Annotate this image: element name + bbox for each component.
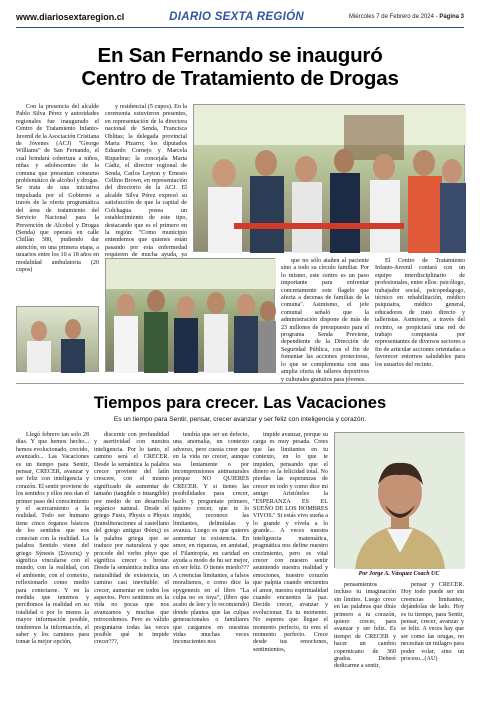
group-photo-illustration xyxy=(106,259,276,373)
article2-column-2 xyxy=(94,432,169,708)
group-photo xyxy=(105,258,275,372)
article2-col3-text: tendría que ser un defecto, una anomalía, un contexto adverso, pero cuesta creer que en la vida no crecer, aunque sea lentamente o por incomprensiones antinaturales porque NO QUIERES CRECER. Y si tienes las posibilidades para crecer, hazlo y preguntate primero, quieres crecer, que te lo impide, reconoce las limitantes, delimítalas y avanza. Luego es que quieres aumentar tu existencia. En amor, en riquezas, en amistad, el Filantropía, en caridad en ayuda a modo de hu ser mejor, en ser feliz. O tienes miedo??? A creencias limitantes, a falsos moralismos, o como dice la epygenesis en el libro "La culpa no es tuya", (libro que acabo de leer y lo recomiendo) donde plantea que las culpas generacionales o familiares que cargamos en nuestras vidas muchas veces inconscientes nos xyxy=(173,432,249,646)
article1-col1-text: Con la presencia del alcalde Pablo Silva Pérez y autoridades regionales fue inaugurado el Centro de Tratamiento Infanto-Juvenil de la Asociación Cristiana de Jóvenes (ACJ) "George Williams" de San Fernando, el cual brindará cobertura a niños, niñas y adolescentes de la comuna que presentan consumo problemático de alcohol y drogas. Se trata de una iniciativa impulsada por el Gobierno a través de la oferta programática del área de tratamiento del Servicio Nacional para la Prevención de Alcohol y Drogas (Senda) que operará en calle Chillán 380, pudiendo dar atención, en una primera etapa, a usuarios entre los 10 a 18 años en modalidad ambulatoria (20 cupos) xyxy=(16,104,99,273)
photo-people-illustration xyxy=(194,105,466,253)
subheadline-article-2: Es un tiempo para Sentir, pensar, crecer avanzar y ser feliz con inteligencia y corazón. xyxy=(113,416,367,423)
article2-column-5 xyxy=(334,582,396,708)
author-portrait-illustration xyxy=(335,433,465,569)
newspaper-brand: DIARIO SEXTA REGIÓN xyxy=(169,10,304,23)
author-caption: Por Jorge A. Vásquez Coach UC xyxy=(358,571,440,577)
article2-col2-text: discernir con profundidad y asertividad con nuestra inteligencia. Por lo tanto, el camino será el CRECER. Desde la semántica la palabra crecer proviene del latín crescere, con el mismo significado de aumentar de tamaño (tangible o intangible) por medio de un desarrollo orgánico natural. Desde el griego Fusis, Physis o Physis (transliteraciones al castellano del griego antiguo Φύσις) es la palabra griega que se traduce por naturaleza y que procede del verbo phyo que significa crecer o brotar. Desde la semántica indica una naturalidad de existencia, un camino casi inevitable: el crecer, aumentar en todos los aspectos. Pero sentimos en la vida no pocas que nos avanzamos y muchas que retrocedemos. Pero es válido preguntarse todas las veces posible qué te impide crecer???, xyxy=(94,432,169,646)
headline-line-2: Centro de Tratamiento de Drogas xyxy=(81,67,399,90)
author-photo xyxy=(334,432,464,568)
article2-col1-text: Llegó febrero tan solo 28 días. Y que hemos hecho... hemos evolucionado, crecido, avanzado... Las Vacaciones es un tiempo para Sentir, pensar, CRECER, avanzar y ser feliz con inteligencia y corazón. El sentir proviene de los sentidos y ellos nos dan el primer paso del conocimiento y el acercamiento a la realidad. Todo ser humano tiene cinco órganos básicos de los sentidos que nos conectan con la realidad. La palabra Sentido viene del griego Sýnesis (Σύνεσις) y significa vincularse con el mundo, con la realidad, con el ambiente, con el contexto, reflexionarlo como medio para conectarse. Y en la medida que tenemos y percibimos la realidad en su totalidad o por lo menos la mayor información posible, tendremos la información, el saber y los caminos para tomar la mejor opción, xyxy=(16,432,89,646)
article1-col4-text: El Centro de Tratamiento Infanto-Juvenil contará con un equipo interdisciplinario de profesionales, entre ellos: psicólogo, trabajador social, psicopedagogo, técnico en rehabilitación, médico psiquiatra, médico general, educadores de trato directo y talleristas. Asimismo, a través del recinto, se propiciará una red de trabajo compuesta por representantes de diversos sectores a fin de articular acciones orientadas a favorecer entornos saludables para los usuarios del recinto. xyxy=(375,258,465,368)
article1-column-1 xyxy=(16,104,99,300)
article1-column-3 xyxy=(281,258,369,383)
signing-photo-illustration xyxy=(17,307,100,373)
page-header xyxy=(16,6,464,28)
article2-col6-text: pensar y CRECER. Hoy todo puede ser sin creencias limitantes, dejándolas de lado. Hoy es tu tiempo, para Sentir, pensar, crecer, avanzar y se feliz. A veces hay que ser como las orugas, no necesitan un milagro para poder volar, sino un proceso...(AU) xyxy=(401,582,464,663)
article2-col5-text: pensamientos incluso tu imaginación sin límites. Luego crece en las palabras que dirás primero a tu corazón, quiero crecer, para avanzar y ser feliz. Es tiempo de CRECER y hacer un cambio copernicano de 360 grados. Deberé dedicarme a sentir, xyxy=(334,582,396,670)
article2-column-1 xyxy=(16,432,89,708)
headline-article-2: Tiempos para crecer. Las Vacaciones xyxy=(93,394,387,412)
issue-date xyxy=(349,14,464,20)
article2-column-4 xyxy=(253,432,328,708)
site-url[interactable]: www.diariosextaregion.cl xyxy=(16,11,125,22)
article1-col2-text: y residencial (5 cupos). En la ceremonia estuvieron presentes, en representación de la directora nacional de Senda, Francisca Oblitas; la delegada provincial Marta Pizarro; los diputados Eduardo Cornejo y Marcela Riquelme; la concejala Marta Cádiz, el director regional de Senda, Carlos Leyton y Ernesto Cellino Brown, en representación del directorio de la ACJ. El alcalde Silva Pérez expresó su satisfacción de que la capital de Colchagua posea un establecimiento de este tipo, destacando que es el primero en la región: "Como municipio entendemos que quienes están pasando por esta enfermedad requieren de mucha ayuda, ya xyxy=(105,104,187,259)
headline-article-1 xyxy=(16,44,464,90)
headline-line-1: En San Fernando se inauguró xyxy=(97,44,383,67)
article1-column-4 xyxy=(375,258,465,372)
article1-column-2 xyxy=(105,104,187,259)
inauguration-photo xyxy=(193,104,465,252)
page-number: Página 3 xyxy=(439,13,464,20)
article2-column-6 xyxy=(401,582,464,708)
article1-col3-text: que no sólo atañen al paciente sino a todo su círculo familiar. Por lo mismo, este centro es un paso importante para enfrentar concretamente este flagelo que afecta a decenas de familias de la comuna". Asimismo, el jefe comunal señaló que la administración dispone de más de 23 millones de presupuesto para el programa Senda Previene, dependiente de la Dirección de Seguridad Pública, con el fin de fomentar las acciones protectoras, lo que se complementa con una amplia oferta de talleres deportivos y culturales gratuitos para jóvenes. xyxy=(281,258,369,383)
section-divider xyxy=(16,383,464,384)
article2-column-3 xyxy=(173,432,249,708)
article2-col4-text: impide avanzar, porque su carga es muy pesada. Crees que las limitantes en tu contexto, en lo que te impiden, pensando que el dinero es la felicidad total. No pierdas las esperanzas de crecer en todo y como dice mi amigo Aristóteles la "ESPERANZA ES EL SUEÑO DE LOS HOMBRES VIVOS." Si estás vivo sueña a lo grande y vívela a lo grande... A veces nuestra inteligencia matemática, pragmática nos define nuestro crecimiento, pero es vital crecer con nuestro sentir asumiendo nuestra realidad y emociones, nuestro corazón que palpita cuando encuentra el amor, nuestra espiritualidad cuando encuentra la paz. Decide crecer, avanzar y evolucionar. Es tu momento. No esperes que llegue el momento perfecto, tu eres el momento perfecto. Crece desde tus emociones, sentimientos, xyxy=(253,432,328,653)
date-text: Miércoles 7 de Febrero de 2024 - xyxy=(348,13,438,20)
signing-photo xyxy=(16,306,99,372)
